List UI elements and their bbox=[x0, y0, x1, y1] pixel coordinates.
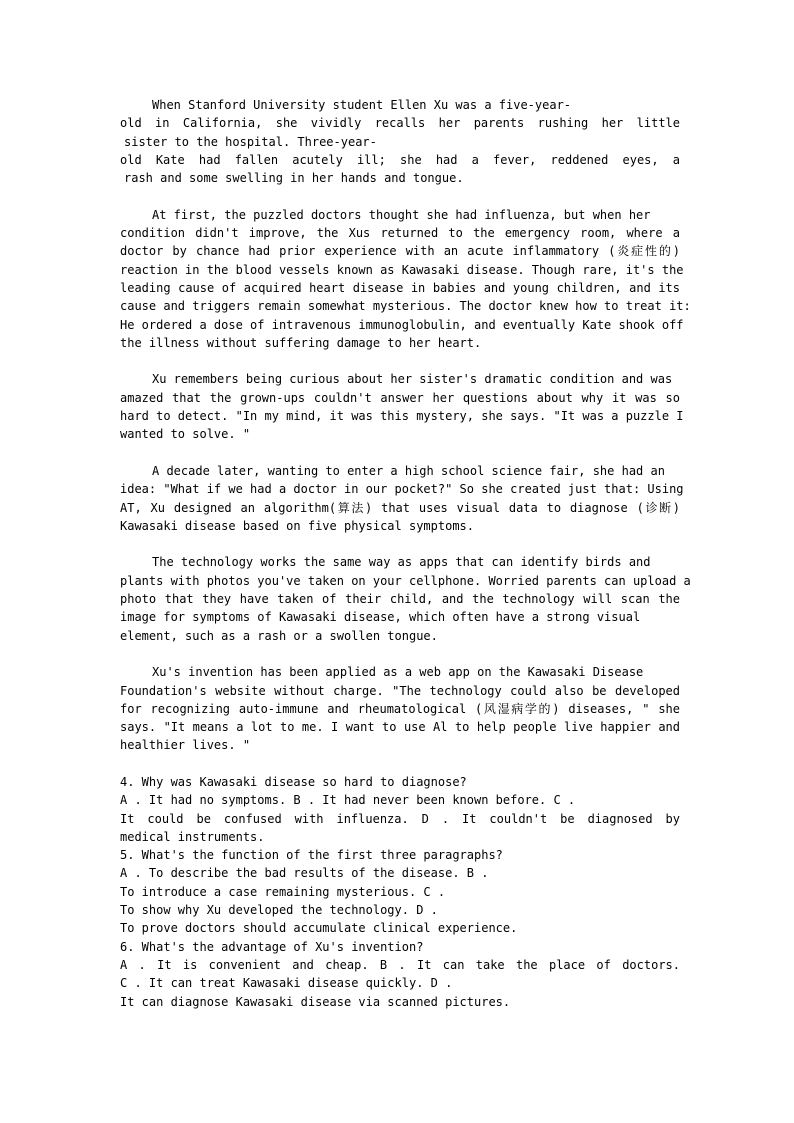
text-line: old Kate had fallen acutely ill; she had a fever, reddened eyes, a bbox=[120, 152, 680, 167]
question-4: 4. Why was Kawasaki disease so hard to diagnose? bbox=[120, 774, 467, 789]
text-line: reaction in the blood vessels known as Kawasaki disease. Though rare, it's the bbox=[120, 262, 684, 277]
text-line: for recognizing auto-immune and rheumatological (风湿病学的) diseases, " she bbox=[120, 701, 680, 716]
paragraph-4 bbox=[120, 462, 684, 535]
text-line: healthier lives. " bbox=[120, 738, 251, 753]
question-6-options: It can diagnose Kawasaki disease via scanned pictures. bbox=[120, 994, 511, 1009]
text-line: He ordered a dose of intravenous immunoglobulin, and eventually Kate shook off bbox=[120, 317, 684, 332]
text-line: AT, Xu designed an algorithm(算法) that uses visual data to diagnose (诊断) bbox=[120, 500, 680, 515]
question-5: 5. What's the function of the first three paragraphs? bbox=[120, 848, 503, 863]
question-5-options: To introduce a case remaining mysterious. C . bbox=[120, 884, 446, 899]
text-line: condition didn't improve, the Xus returned to the emergency room, where a bbox=[120, 226, 680, 241]
text-line: element, such as a rash or a swollen tongue. bbox=[120, 628, 438, 643]
question-4-options: A . It had no symptoms. B . It had never been known before. C . bbox=[120, 793, 576, 808]
question-5-options: To prove doctors should accumulate clinical experience. bbox=[120, 921, 518, 936]
text-line: the illness without suffering damage to her heart. bbox=[120, 335, 482, 350]
text-line: rash and some swelling in her hands and tongue. bbox=[124, 171, 464, 186]
question-6-options: A . It is convenient and cheap. B . It can take the place of doctors. bbox=[120, 957, 680, 972]
text-line: cause and triggers remain somewhat mysterious. The doctor knew how to treat it: bbox=[120, 299, 691, 314]
text-line: plants with photos you've taken on your cellphone. Worried parents can upload a bbox=[120, 573, 691, 588]
text-line: photo that they have taken of their child, and the technology will scan the bbox=[120, 592, 680, 607]
text-line: Kawasaki disease based on five physical symptoms. bbox=[120, 518, 475, 533]
question-4-options: It could be confused with influenza. D . It couldn't be diagnosed by bbox=[120, 811, 680, 826]
text-line: When Stanford University student Ellen Xu was a five-year- bbox=[152, 98, 572, 112]
text-line: The technology works the same way as apps that can identify birds and bbox=[152, 555, 651, 570]
question-6: 6. What's the advantage of Xu's invention? bbox=[120, 939, 424, 954]
question-6-options: C . It can treat Kawasaki disease quickly. D . bbox=[120, 976, 453, 991]
text-line: At first, the puzzled doctors thought she had influenza, but when her bbox=[152, 207, 651, 222]
text-line: leading cause of acquired heart disease in babies and young children, and its bbox=[120, 280, 680, 295]
text-line: old in California, she vividly recalls her parents rushing her little bbox=[120, 116, 680, 131]
question-5-options: A . To describe the bad results of the disease. B . bbox=[120, 866, 489, 881]
text-line: Xu's invention has been applied as a web app on the Kawasaki Disease bbox=[152, 665, 644, 680]
text-line: A decade later, wanting to enter a high school science fair, she had an bbox=[152, 463, 665, 478]
paragraph-1 bbox=[120, 96, 680, 187]
text-line: image for symptoms of Kawasaki disease, which often have a strong visual bbox=[120, 610, 641, 625]
text-line: Xu remembers being curious about her sister's dramatic condition and was bbox=[152, 372, 673, 387]
paragraph-5 bbox=[120, 553, 691, 644]
question-section bbox=[120, 773, 680, 1011]
text-line: doctor by chance had prior experience with an acute inflammatory (炎症性的) bbox=[120, 244, 680, 259]
question-4-options: medical instruments. bbox=[120, 829, 265, 844]
text-line: sister to the hospital. Three-year- bbox=[124, 134, 377, 149]
text-line: amazed that the grown-ups couldn't answer her questions about why it was so bbox=[120, 390, 680, 405]
text-line: Foundation's website without charge. "The technology could also be developed bbox=[120, 683, 680, 698]
text-line: idea: "What if we had a doctor in our pocket?" So she created just that: Using bbox=[120, 482, 684, 497]
document-body bbox=[120, 96, 691, 1011]
paragraph-2 bbox=[120, 206, 691, 352]
text-line: hard to detect. "In my mind, it was this mystery, she says. "It was a puzzle I bbox=[120, 409, 684, 424]
paragraph-3 bbox=[120, 370, 684, 443]
paragraph-6 bbox=[120, 663, 680, 754]
question-5-options: To show why Xu developed the technology. D . bbox=[120, 903, 438, 918]
text-line: says. "It means a lot to me. I want to use Al to help people live happier and bbox=[120, 720, 680, 735]
text-line: wanted to solve. " bbox=[120, 427, 251, 442]
